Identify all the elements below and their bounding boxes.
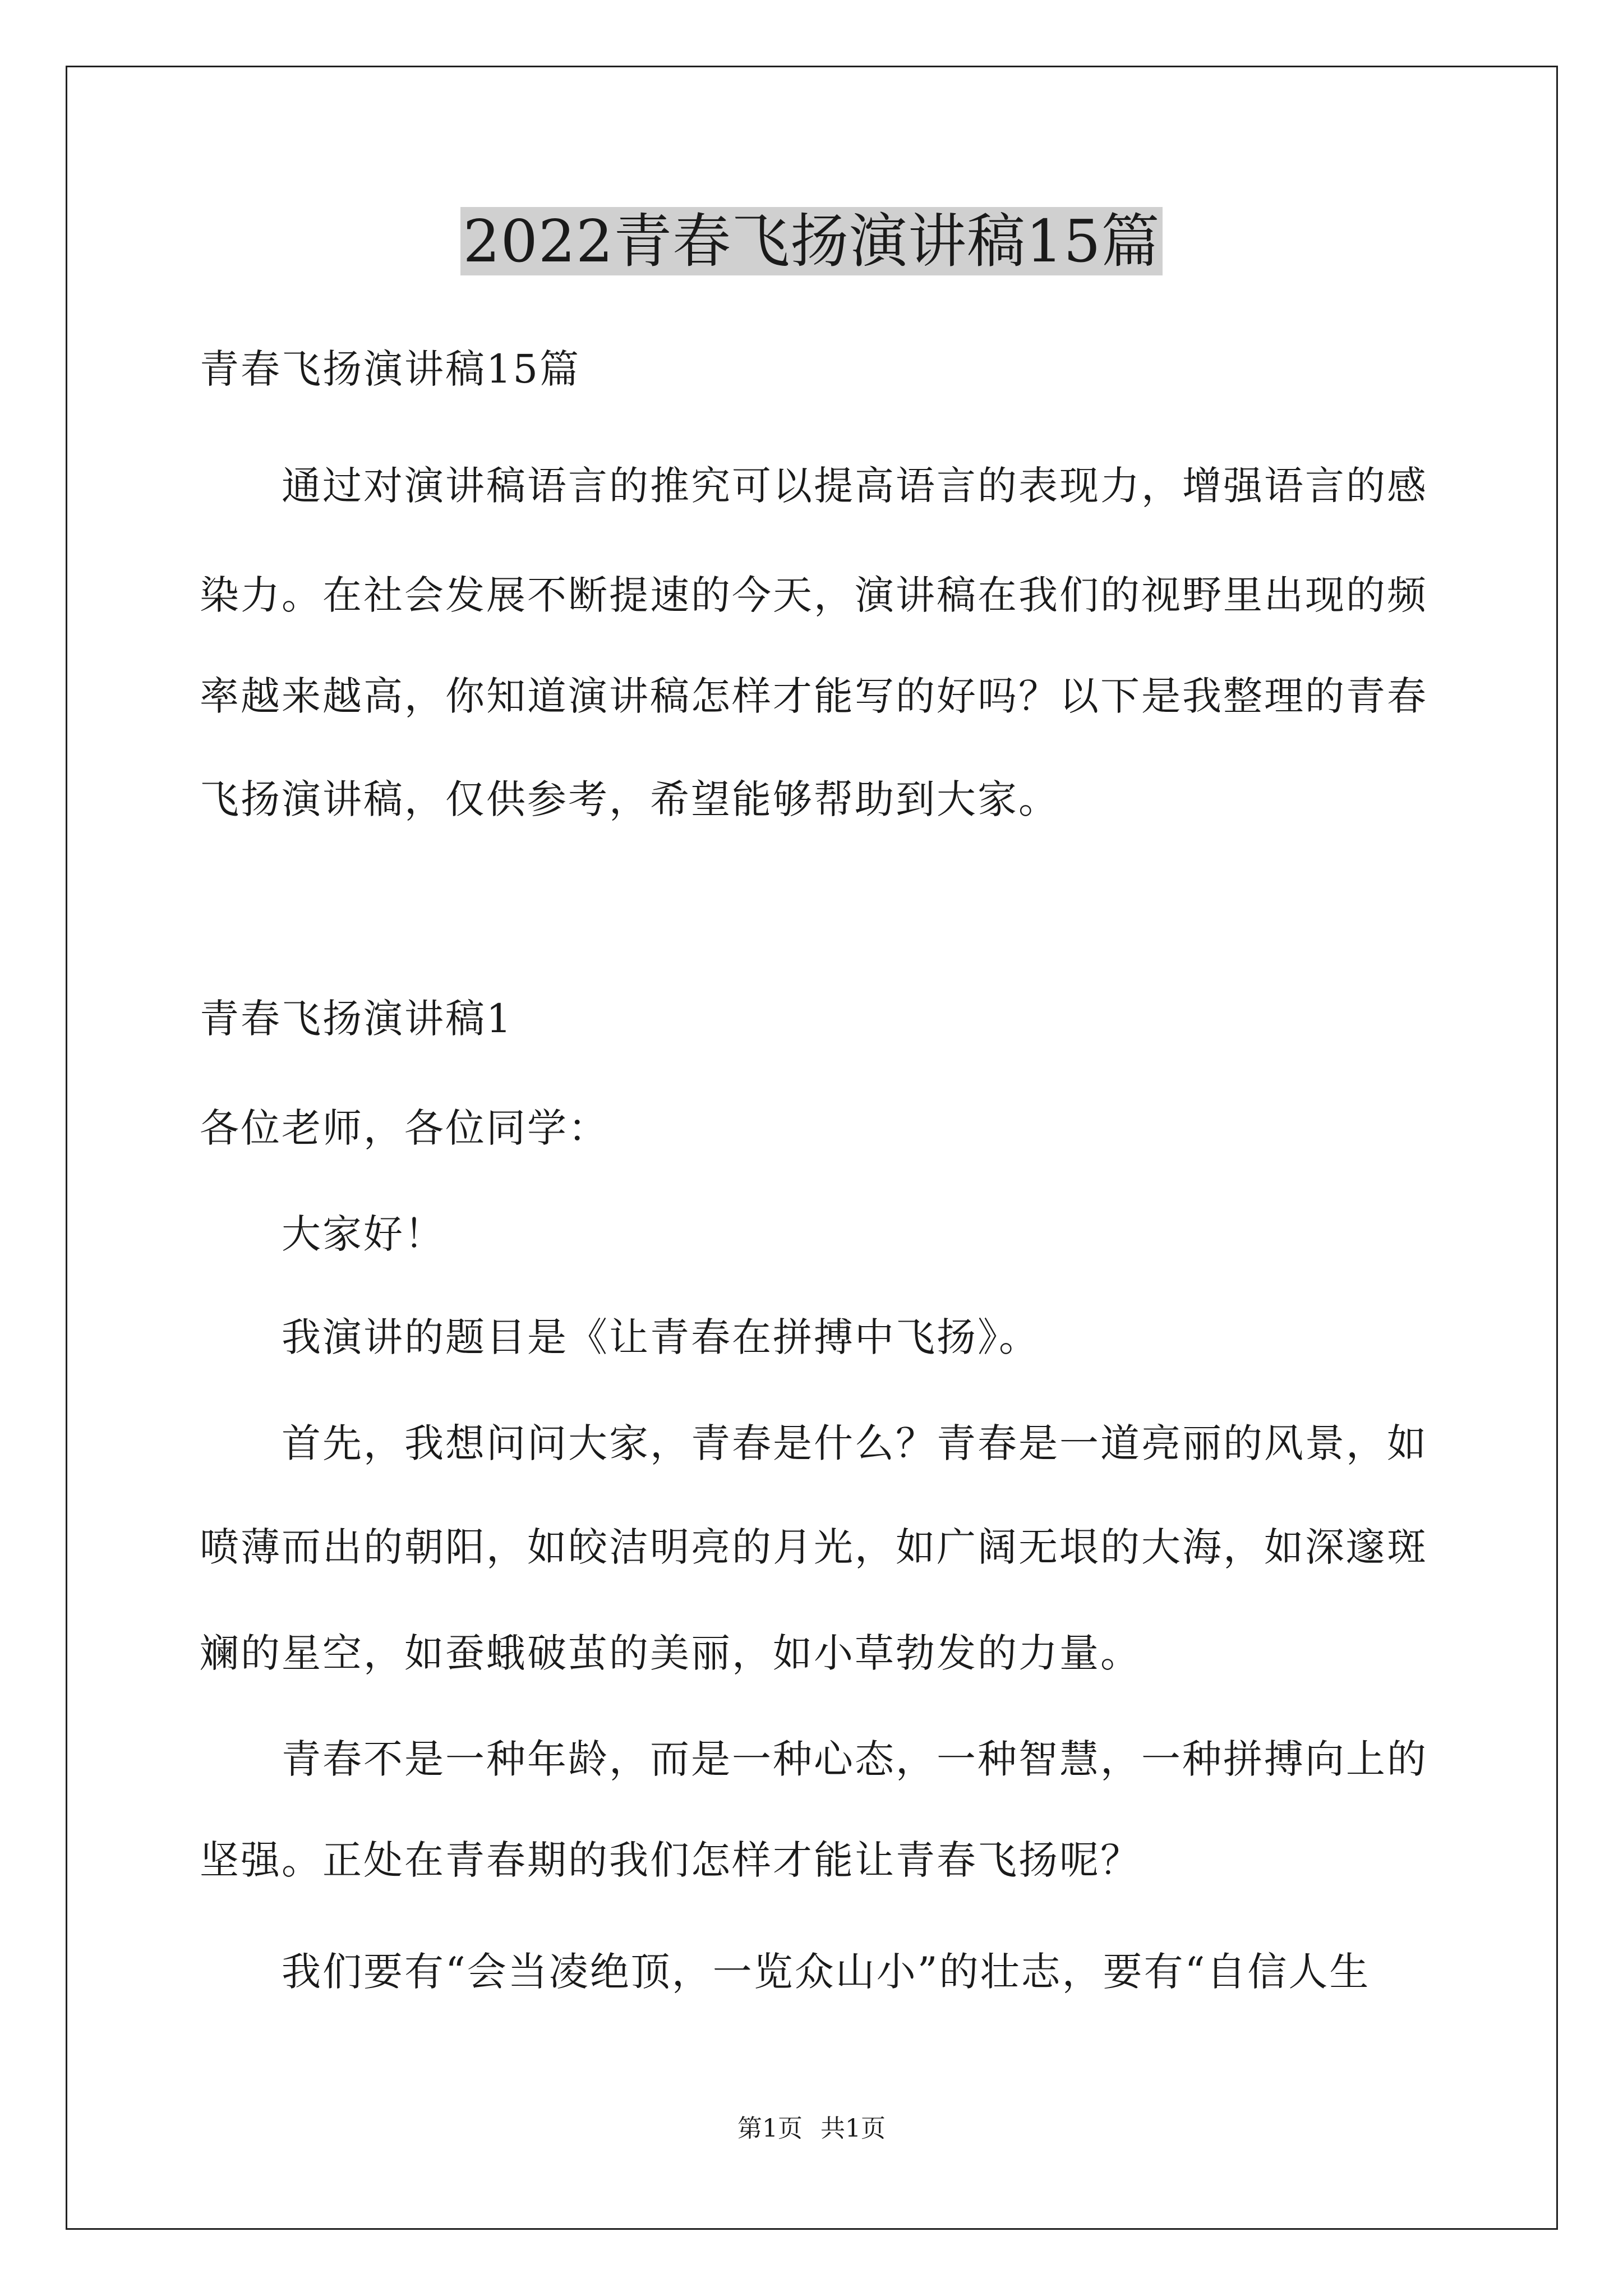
- paragraph-line: 斓的星空，如蚕蛾破茧的美丽，如小草勃发的力量。: [200, 1630, 1141, 1676]
- page-footer: 第1页 共1页: [737, 2114, 886, 2143]
- paragraph-line: 喷薄而出的朝阳，如皎洁明亮的月光，如广阔无垠的大海，如深邃斑: [200, 1524, 1428, 1570]
- paragraph-line: 青春不是一种年龄，而是一种心态，一种智慧，一种拼搏向上的: [282, 1736, 1428, 1782]
- intro-line: 染力。在社会发展不断提速的今天，演讲稿在我们的视野里出现的频: [200, 572, 1428, 618]
- section-heading: 青春飞扬演讲稿1: [200, 996, 513, 1042]
- salutation: 各位老师，各位同学：: [200, 1105, 609, 1151]
- intro-line: 率越来越高，你知道演讲稿怎样才能写的好吗？以下是我整理的青春: [200, 673, 1428, 719]
- paragraph-line: 我们要有“会当凌绝顶，一览众山小”的壮志，要有“自信人生: [282, 1949, 1371, 1995]
- document-title-text: 2022青春飞扬演讲稿15篇: [460, 207, 1162, 275]
- topic-line: 我演讲的题目是《让青春在拼搏中飞扬》。: [282, 1314, 1040, 1360]
- paragraph-line: 坚强。正处在青春期的我们怎样才能让青春飞扬呢？: [200, 1837, 1141, 1883]
- intro-line: 飞扬演讲稿，仅供参考，希望能够帮助到大家。: [200, 776, 1059, 822]
- document-subtitle: 青春飞扬演讲稿15篇: [200, 346, 581, 392]
- document-title: [0, 199, 1623, 283]
- paragraph-line: 首先，我想问问大家，青春是什么？青春是一道亮丽的风景，如: [282, 1420, 1428, 1466]
- greeting: 大家好！: [282, 1211, 445, 1257]
- intro-line: 通过对演讲稿语言的推究可以提高语言的表现力，增强语言的感: [282, 463, 1428, 509]
